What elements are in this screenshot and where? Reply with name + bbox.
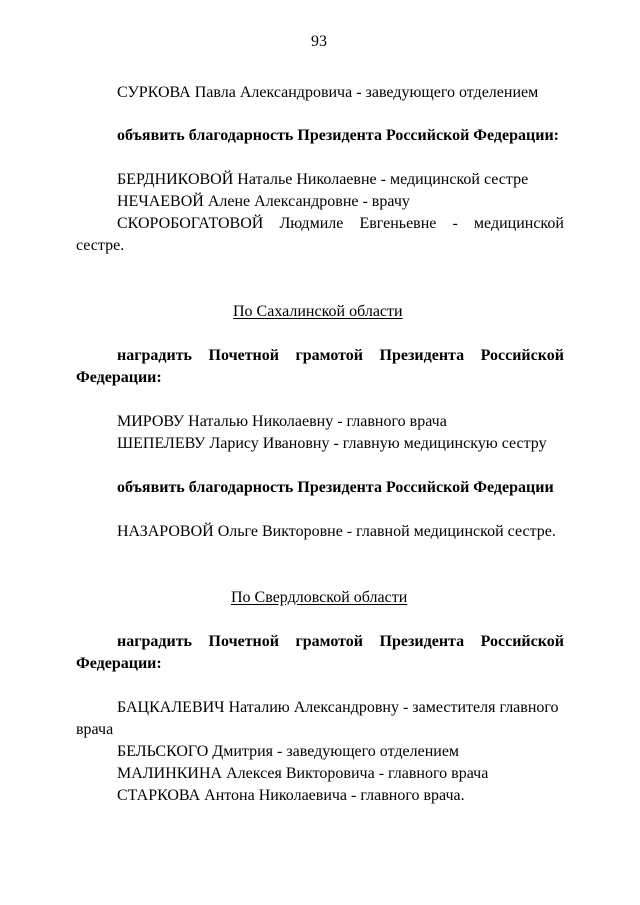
- word: СКОРОБОГАТОВОЙ: [117, 215, 264, 232]
- word: Российской: [480, 633, 564, 650]
- section-title-sverdlovsk: По Свердловской области: [231, 589, 408, 606]
- word: наградить: [117, 347, 193, 364]
- entry-shepeleva: ШЕПЕЛЕВУ Ларису Ивановну - главную медицинскую сестру: [117, 435, 547, 452]
- word: Президента: [379, 633, 465, 650]
- entry-skorobogatova: [117, 214, 564, 234]
- entry-surkova: СУРКОВА Павла Александровича - заведующего отделением: [117, 84, 539, 101]
- word: Почетной: [208, 633, 279, 650]
- thanks-heading: объявить благодарность Президента Российской Федерации:: [117, 127, 559, 144]
- word: медицинской: [473, 215, 564, 232]
- section-title-sakhalin: По Сахалинской области: [233, 303, 403, 320]
- award-heading-sakhalin: [117, 346, 564, 366]
- thanks-heading-sakhalin: объявить благодарность Президента Российской Федерации: [117, 479, 554, 496]
- page-number: 93: [311, 33, 327, 50]
- entry-malinkin: МАЛИНКИНА Алексея Викторовича - главного врача: [117, 765, 489, 782]
- entry-starkov: СТАРКОВА Антона Николаевича - главного врача.: [117, 787, 465, 804]
- word: Людмиле: [279, 215, 344, 232]
- entry-belsky: БЕЛЬСКОГО Дмитрия - заведующего отделением: [117, 743, 460, 760]
- word: грамотой: [295, 347, 364, 364]
- word: наградить: [117, 633, 193, 650]
- word: Почетной: [208, 347, 279, 364]
- entry-nazarova: НАЗАРОВОЙ Ольге Викторовне - главной медицинской сестре.: [117, 523, 556, 540]
- award-heading-sverdlovsk: [117, 632, 564, 652]
- entry-mirova: МИРОВУ Наталью Николаевну - главного врача: [117, 413, 447, 430]
- entry-batskalevich-cont: врача: [76, 721, 114, 738]
- word: -: [452, 215, 458, 232]
- word: Евгеньевне: [359, 215, 437, 232]
- entry-berdnikova: БЕРДНИКОВОЙ Наталье Николаевне - медицинской сестре: [117, 171, 529, 188]
- word: Российской: [480, 347, 564, 364]
- entry-batskalevich: БАЦКАЛЕВИЧ Наталию Александровну - заместителя главного: [117, 699, 559, 716]
- award-heading-sakhalin-cont: Федерации:: [76, 369, 162, 386]
- word: Президента: [379, 347, 465, 364]
- award-heading-sverdlovsk-cont: Федерации:: [76, 655, 162, 672]
- entry-nechaeva: НЕЧАЕВОЙ Алене Александровне - врачу: [117, 193, 410, 210]
- word: грамотой: [295, 633, 364, 650]
- entry-skorobogatova-cont: сестре.: [76, 237, 125, 254]
